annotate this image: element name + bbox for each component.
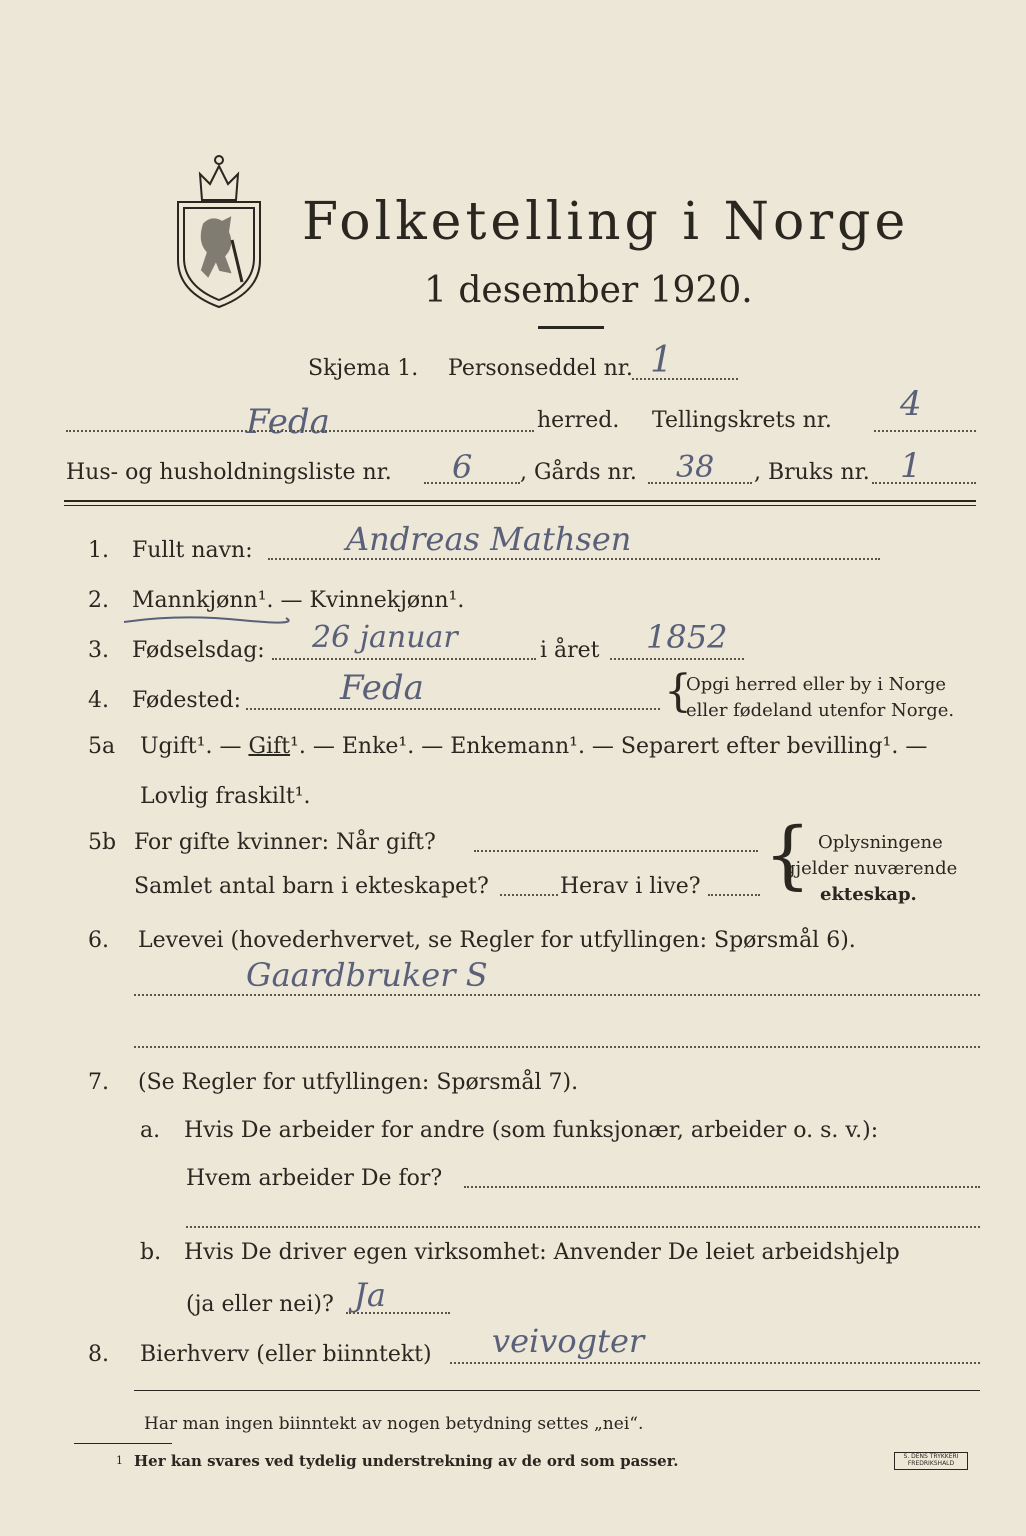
q6-label: Levevei (hovederhvervet, se Regler for utfyllingen: Spørsmål 6). <box>138 928 856 953</box>
hus-label: Hus- og husholdningsliste nr. <box>66 460 392 485</box>
q7b-answer-value[interactable]: Ja <box>354 1276 386 1314</box>
q5b-brace: { <box>764 812 812 898</box>
personseddel-value[interactable]: 1 <box>650 340 673 381</box>
q5a-number: 5a <box>88 734 116 759</box>
q2-underline-mark <box>120 612 290 628</box>
q6-occupation-value[interactable]: Gaardbruker S <box>246 956 488 994</box>
q8-rule <box>134 1390 980 1391</box>
skjema-label: Skjema 1. <box>308 356 419 381</box>
bruks-label: , Bruks nr. <box>754 460 870 485</box>
q1-number: 1. <box>88 538 109 563</box>
bruks-value[interactable]: 1 <box>900 446 922 486</box>
q1-label: Fullt navn: <box>132 538 253 563</box>
q7a-sub: Hvem arbeider De for? <box>186 1166 443 1191</box>
q1-full-name-value[interactable]: Andreas Mathsen <box>346 520 632 558</box>
footnote-mark: 1 <box>116 1454 123 1467</box>
q7a-number: a. <box>140 1118 161 1143</box>
herred-label: herred. <box>537 408 620 433</box>
gards-value[interactable]: 38 <box>676 450 715 485</box>
q3-label: Fødselsdag: <box>132 638 265 663</box>
q5a-gift-selected[interactable]: Gift <box>248 734 291 759</box>
q7b-label: Hvis De driver egen virksomhet: Anvender De leiet arbeidshjelp <box>184 1240 900 1265</box>
footnote-rule <box>74 1443 172 1444</box>
q5b-note-line3: ekteskap. <box>820 884 917 905</box>
q5a-options <box>140 734 927 759</box>
q7b-number: b. <box>140 1240 162 1265</box>
q5a-ugift[interactable]: Ugift¹. — <box>140 734 249 759</box>
tellingskrets-value[interactable]: 4 <box>900 384 922 424</box>
q4-number: 4. <box>88 688 109 713</box>
q3-birthday-value[interactable]: 26 januar <box>312 620 458 655</box>
footnote-text: Her kan svares ved tydelig understrekning av de ord som passer. <box>134 1452 679 1470</box>
q4-label: Fødested: <box>132 688 242 713</box>
q5b-line2a: Samlet antal barn i ekteskapet? <box>134 874 489 899</box>
gards-label: , Gårds nr. <box>520 460 637 485</box>
q2-number: 2. <box>88 588 109 613</box>
hus-value[interactable]: 6 <box>452 448 473 486</box>
census-date: 1 desember 1920. <box>424 270 753 311</box>
q4-note-line1: Opgi herred eller by i Norge <box>686 674 947 695</box>
personseddel-label: Personseddel nr. <box>448 356 633 381</box>
q8-note: Har man ingen biinntekt av nogen betydning settes „nei“. <box>144 1414 644 1434</box>
q4-birthplace-value[interactable]: Feda <box>340 668 424 708</box>
q8-side-income-value[interactable]: veivogter <box>492 1322 645 1360</box>
q5b-note-line2: gjelder nuværende <box>784 858 958 879</box>
printer-stamp: S. DENS TRYKKERI FREDRIKSHALD <box>894 1452 968 1470</box>
q7-number: 7. <box>88 1070 109 1095</box>
q2-label: Mannkjønn¹. — Kvinnekjønn¹. <box>132 588 465 613</box>
herred-value[interactable]: Feda <box>246 402 330 442</box>
header-rule-thin <box>64 505 976 506</box>
title-divider <box>538 326 604 329</box>
tellingskrets-label: Tellingskrets nr. <box>652 408 832 433</box>
q5b-note-line1: Oplysningene <box>818 832 943 853</box>
q5b-line1: For gifte kvinner: Når gift? <box>134 830 436 855</box>
q3-year-label: i året <box>540 638 600 663</box>
header-rule <box>64 500 976 502</box>
q5b-line2b: Herav i live? <box>560 874 701 899</box>
q7b-sub: (ja eller nei)? <box>186 1292 334 1317</box>
q7-label: (Se Regler for utfyllingen: Spørsmål 7). <box>138 1070 579 1095</box>
q3-year-value[interactable]: 1852 <box>646 618 728 656</box>
q6-number: 6. <box>88 928 109 953</box>
q4-note-line2: eller fødeland utenfor Norge. <box>686 700 955 721</box>
q8-number: 8. <box>88 1342 109 1367</box>
q8-label: Bierhverv (eller biinntekt) <box>140 1342 432 1367</box>
q5a-line2: Lovlig fraskilt¹. <box>140 784 311 809</box>
coat-of-arms-icon <box>172 152 266 310</box>
q5b-number: 5b <box>88 830 117 855</box>
q5a-rest[interactable]: ¹. — Enke¹. — Enkemann¹. — Separert efter bevilling¹. — <box>290 734 928 759</box>
q3-number: 3. <box>88 638 109 663</box>
q7a-label: Hvis De arbeider for andre (som funksjonær, arbeider o. s. v.): <box>184 1118 879 1143</box>
form-title: Folketelling i Norge <box>302 192 910 252</box>
q4-brace: { <box>664 666 692 717</box>
